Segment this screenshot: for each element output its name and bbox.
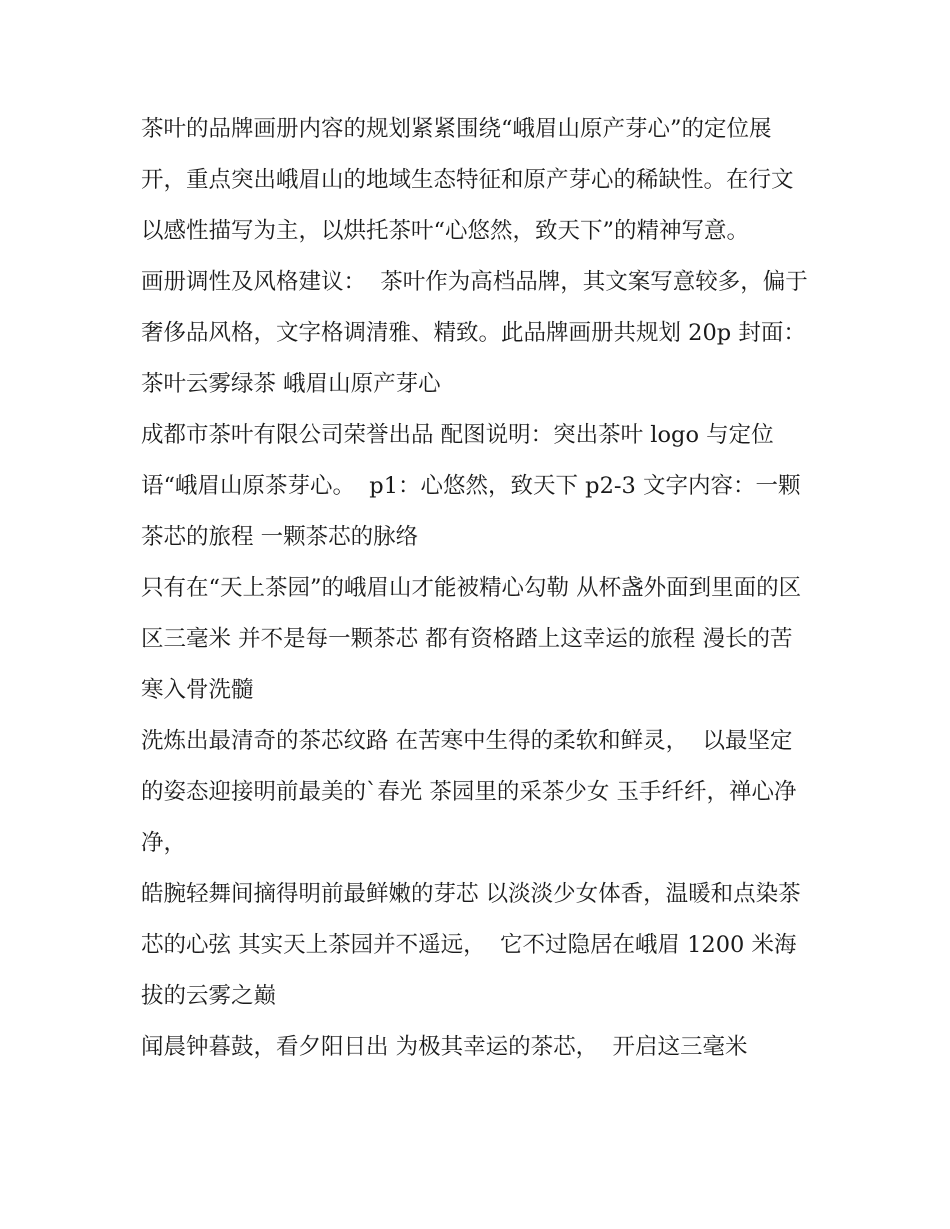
paragraph-bud-selection: 皓腕轻舞间摘得明前最鲜嫩的芽芯 以淡淡少女体香，温暖和点染茶芯的心弦 其实天上茶园并不遥远， 它不过隐居在峨眉 1200 米海拔的云雾之巅 [141,881,801,1009]
paragraph-company-and-layout: 成都市茶叶有限公司荣誉出品 配图说明：突出茶叶 logo 与定位语“峨眉山原茶芽心。 p1：心悠然，致天下 p2-3 文字内容：一颗茶芯的旅程 一颗茶芯的脉络 [141,422,801,550]
document-body [141,104,821,1073]
paragraph-brand-positioning: 茶叶的品牌画册内容的规划紧紧围绕“峨眉山原产芽心”的定位展开，重点突出峨眉山的地域生态特征和原产芽心的稀缺性。在行文以感性描写为主，以烘托茶叶“心悠然，致天下”的精神写意。 [141,116,794,244]
paragraph-tea-picking: 洗炼出最清奇的茶芯纹路 在苦寒中生得的柔软和鲜灵， 以最坚定的姿态迎接明前最美的`春光 茶园里的采茶少女 玉手纤纤，禅心净净， [141,728,797,856]
paragraph-style-suggestion: 画册调性及风格建议： 茶叶作为高档品牌，其文案写意较多，偏于奢侈品风格，文字格调清雅、精致。此品牌画册共规划 20p 封面： 茶叶云雾绿茶 峨眉山原产芽心 [141,269,821,397]
paragraph-journey: 闻晨钟暮鼓，看夕阳日出 为极其幸运的茶芯， 开启这三毫米 [141,1034,748,1060]
paragraph-tea-garden: 只有在“天上茶园”的峨眉山才能被精心勾勒 从杯盏外面到里面的区区三毫米 并不是每一颗茶芯 都有资格踏上这幸运的旅程 漫长的苦寒入骨洗髓 [141,575,802,703]
